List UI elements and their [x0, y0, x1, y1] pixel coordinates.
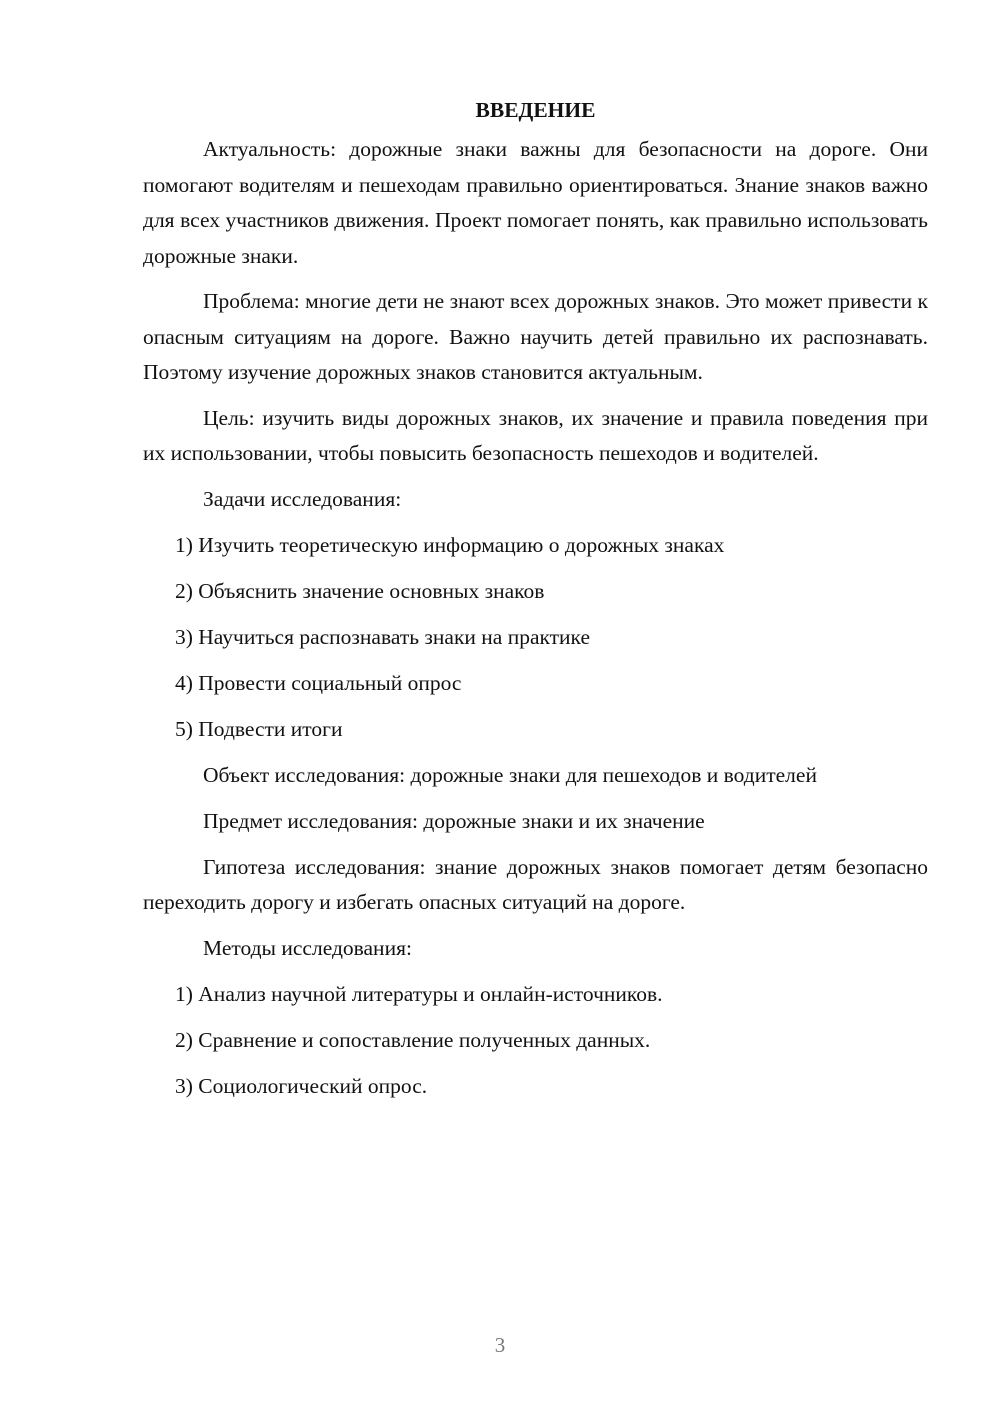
task-item: 4) Провести социальный опрос [175, 670, 462, 695]
task-item: 1) Изучить теоретическую информацию о дорожных знаках [175, 532, 725, 557]
tasks-list [143, 528, 928, 748]
method-item: 3) Социологический опрос. [175, 1073, 428, 1098]
tasks-heading: Задачи исследования: [203, 486, 402, 511]
task-item: 5) Подвести итоги [175, 716, 343, 741]
section-title: ВВЕДЕНИЕ [475, 98, 596, 122]
page-content [143, 94, 928, 1115]
method-item: 1) Анализ научной литературы и онлайн-источников. [175, 981, 663, 1006]
task-item: 3) Научиться распознавать знаки на практике [175, 624, 591, 649]
subject-paragraph: Предмет исследования: дорожные знаки и их значение [203, 808, 705, 833]
page-number: 3 [494, 1333, 506, 1357]
task-item: 2) Объяснить значение основных знаков [175, 578, 545, 603]
method-item: 2) Сравнение и сопоставление полученных данных. [175, 1027, 651, 1052]
object-paragraph: Объект исследования: дорожные знаки для пешеходов и водителей [203, 762, 817, 787]
problem-paragraph: Проблема: многие дети не знают всех дорожных знаков. Это может привести к опасным ситуациям на дороге. Важно научить детей правильно их распознавать. Поэтому изучение дорожных знаков становится актуальным. [143, 289, 928, 384]
methods-heading: Методы исследования: [203, 935, 412, 960]
goal-paragraph: Цель: изучить виды дорожных знаков, их значение и правила поведения при их использовании, чтобы повысить безопасность пешеходов и водителей. [143, 405, 928, 465]
methods-list [143, 977, 928, 1105]
relevance-paragraph: Актуальность: дорожные знаки важны для безопасности на дороге. Они помогают водителям и пешеходам правильно ориентироваться. Знание знаков важно для всех участников движения. Проект помогает понять, как правильно использовать дорожные знаки. [143, 137, 928, 268]
hypothesis-paragraph: Гипотеза исследования: знание дорожных знаков помогает детям безопасно переходить дорогу и избегать опасных ситуаций на дороге. [143, 854, 928, 914]
